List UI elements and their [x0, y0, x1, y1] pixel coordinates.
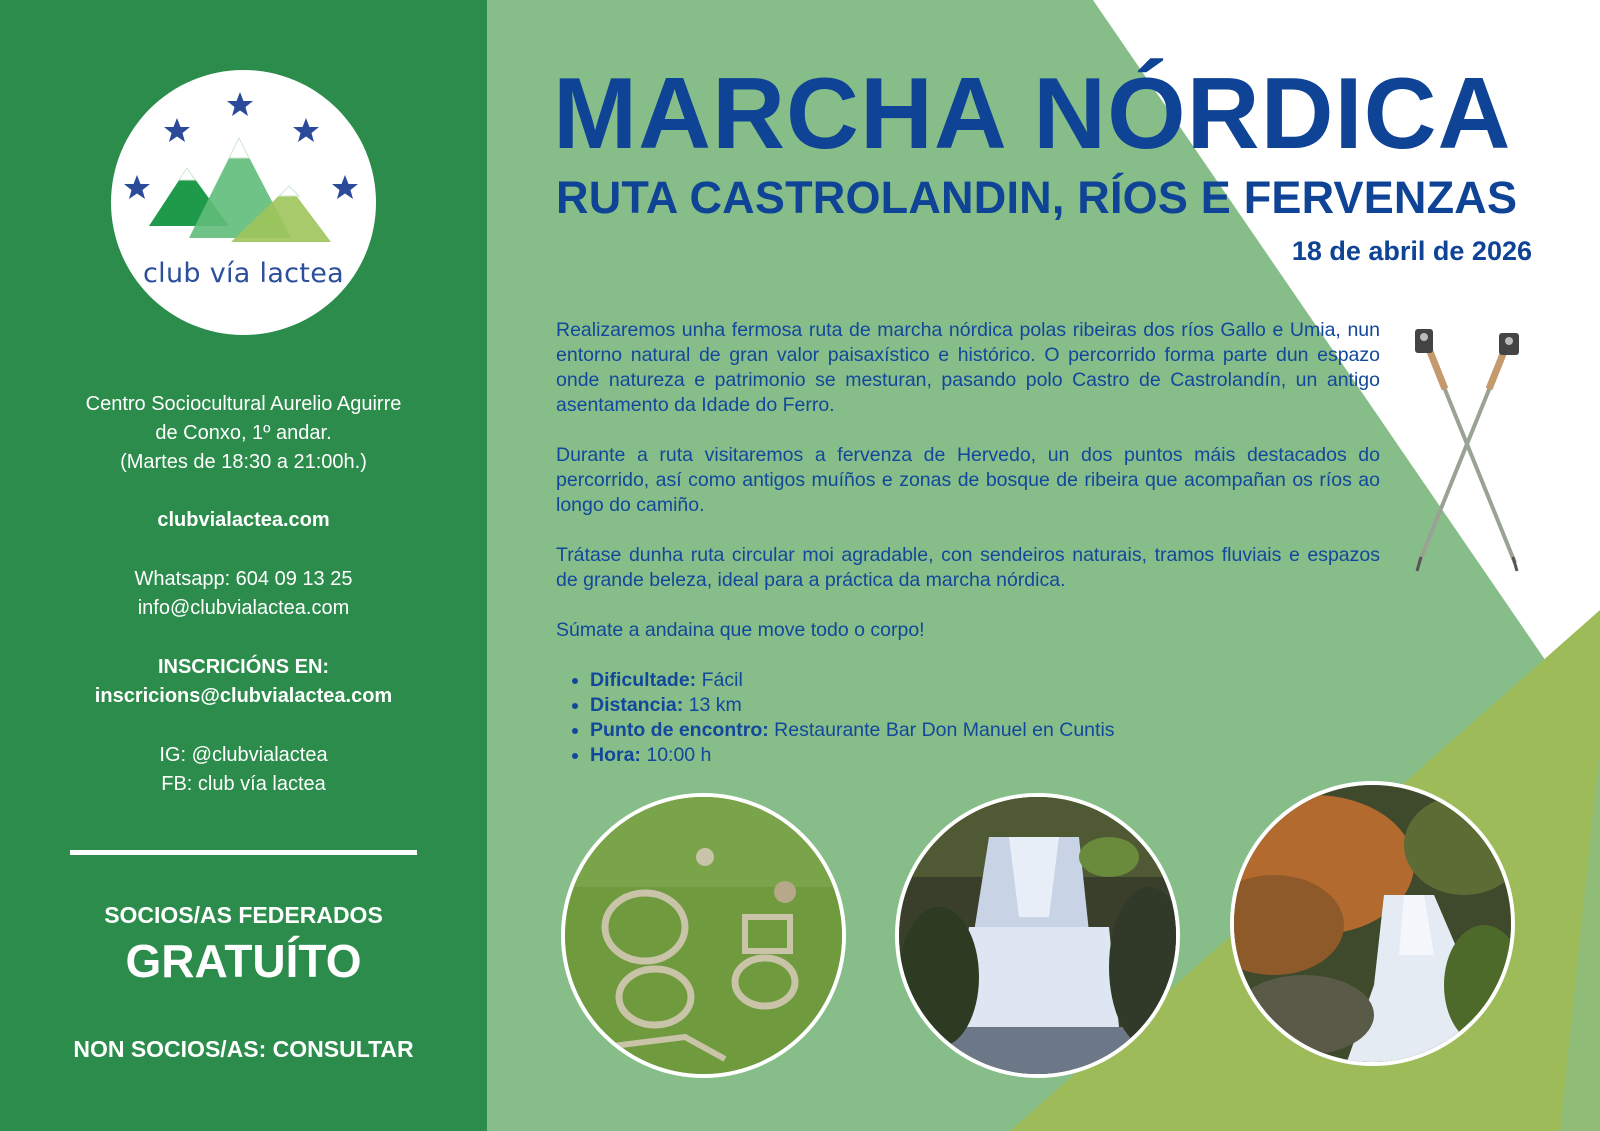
sidebar	[0, 0, 487, 1131]
facebook-handle[interactable]: FB: club vía lactea	[161, 773, 326, 795]
non-socios: NON SOCIOS/AS: CONSULTAR	[73, 1036, 414, 1062]
socios-price: GRATUÍTO	[125, 935, 362, 987]
paragraph: Trátase dunha ruta circular moi agradable, con sendeiros naturais, tramos fluviais e espazos de grande beleza, ideal para a práctica da marcha nórdica.	[556, 544, 1380, 591]
event-date: 18 de abril de 2026	[1291, 236, 1532, 266]
social-block	[30, 741, 457, 799]
club-logo	[111, 70, 376, 335]
list-item: • Dificultade: Fácil	[590, 668, 1380, 693]
address-line: de Conxo, 1º andar.	[155, 422, 332, 444]
list-item: • Hora: 10:00 h	[590, 743, 1380, 768]
divider	[70, 850, 417, 855]
page-title: MARCHA NÓRDICA	[553, 58, 1512, 170]
nordic-poles-image	[1405, 325, 1535, 575]
inscriptions-label: INSCRICIÓNS EN:	[157, 656, 330, 678]
address-line: Centro Sociocultural Aurelio Aguirre	[85, 393, 402, 415]
description	[556, 318, 1380, 768]
inscriptions-block	[30, 653, 457, 711]
list-item: • Distancia: 13 km	[590, 693, 1380, 718]
mountains-icon	[149, 138, 331, 242]
castro-aerial-photo	[561, 793, 846, 1078]
waterfall-photo	[895, 793, 1180, 1078]
logo-text: club vía lactea	[143, 258, 344, 289]
instagram-handle[interactable]: IG: @clubvialactea	[159, 744, 328, 766]
whatsapp: Whatsapp: 604 09 13 25	[134, 568, 353, 590]
list-item: • Punto de encontro: Restaurante Bar Don Manuel en Cuntis	[590, 718, 1380, 743]
schedule: (Martes de 18:30 a 21:00h.)	[120, 451, 367, 473]
inscriptions-email[interactable]: inscricions@clubvialactea.com	[94, 685, 393, 707]
contact-email[interactable]: info@clubvialactea.com	[137, 597, 350, 619]
socios-label: SOCIOS/AS FEDERADOS	[104, 902, 383, 928]
address-block	[30, 390, 457, 477]
website-link[interactable]: clubvialactea.com	[157, 509, 330, 531]
paragraph: Realizaremos unha fermosa ruta de marcha nórdica polas ribeiras dos ríos Gallo e Umia, nun entorno natural de gran valor paisaxístico e histórico. O percorrido forma parte dun espazo onde natureza e patrimonio se mesturan, pasando polo Castro de Castrolandín, un antigo asentamento da Idade do Ferro.	[556, 319, 1380, 416]
contact-block	[30, 565, 457, 623]
paragraph: Súmate a andaina que move todo o corpo!	[556, 619, 925, 641]
paragraph: Durante a ruta visitaremos a fervenza de Hervedo, un dos puntos máis destacados do percorrido, así como antigos muíños e zonas de bosque de ribeira que acompañan os ríos ao longo do camiño.	[556, 444, 1380, 516]
page-subtitle: RUTA CASTROLANDIN, RÍOS E FERVENZAS	[556, 172, 1518, 223]
river-autumn-photo	[1230, 781, 1515, 1066]
details-list	[556, 668, 1380, 768]
